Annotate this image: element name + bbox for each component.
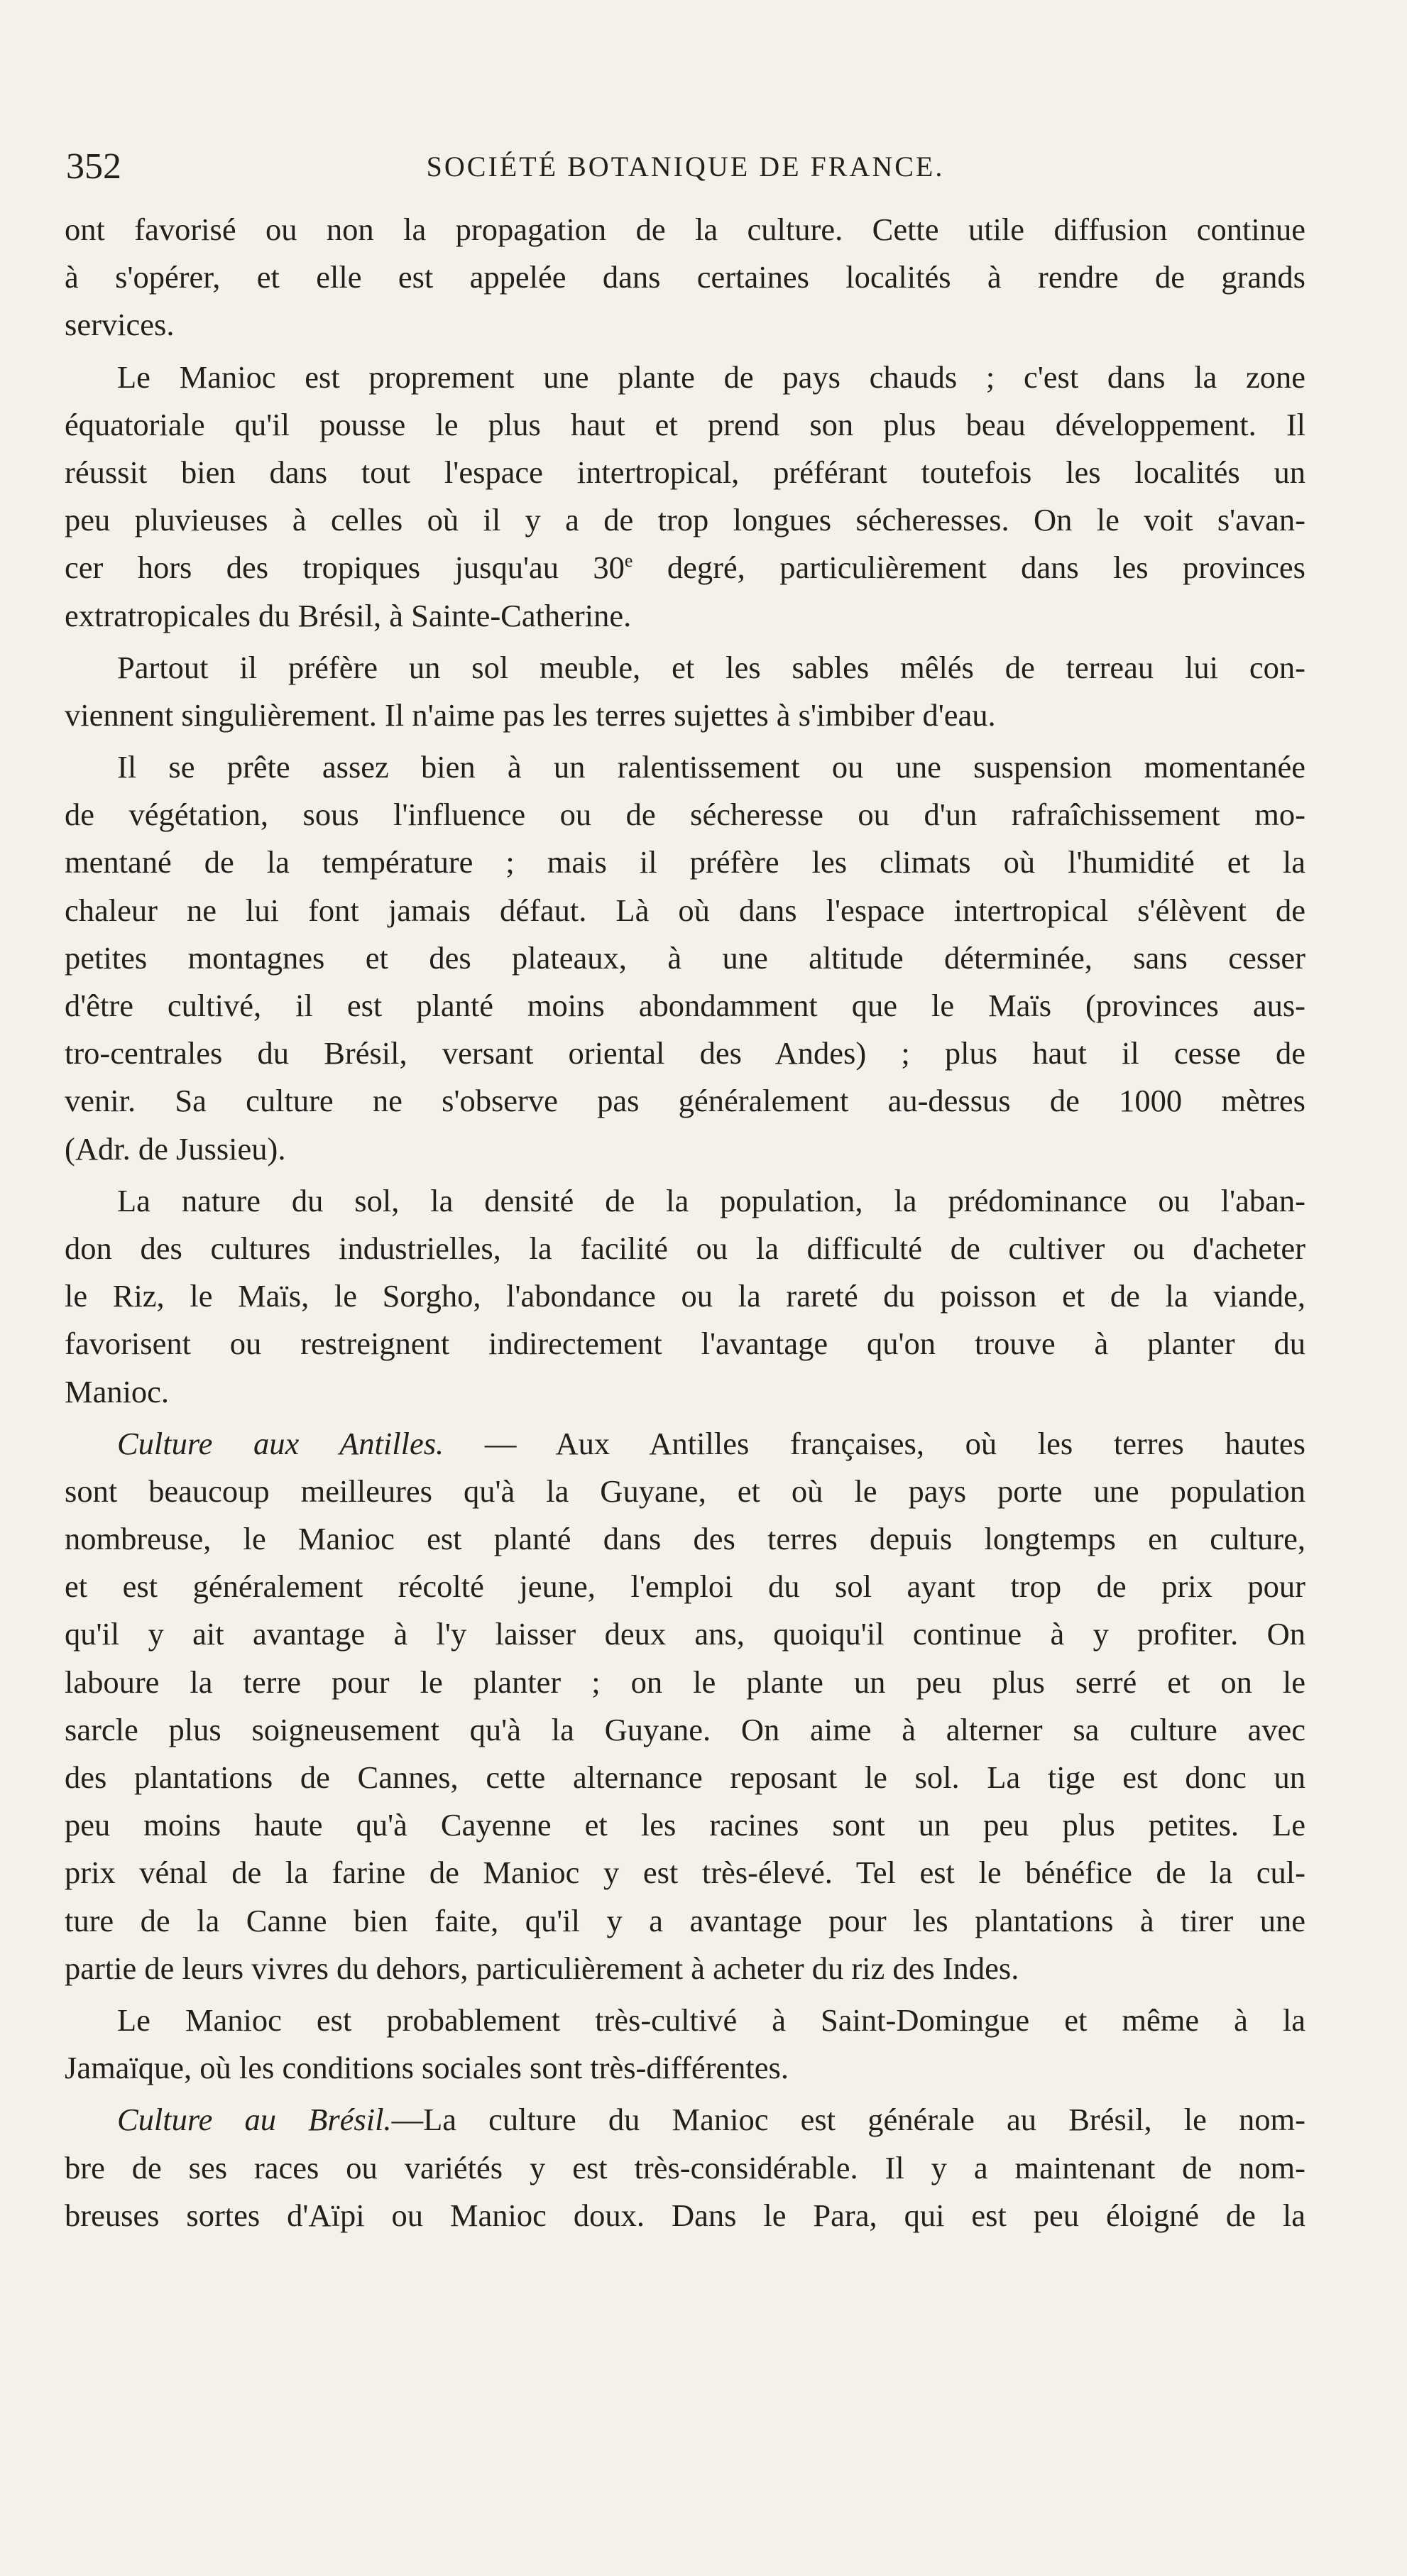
running-title: SOCIÉTÉ BOTANIQUE DE FRANCE. bbox=[426, 151, 945, 182]
text-line: tro-centrales du Brésil, versant oriental des Andes) ; plus haut il cesse de bbox=[65, 1035, 1305, 1071]
text-line: Le Manioc est probablement très-cultivé à Saint-Domingue et même à la bbox=[117, 2002, 1305, 2038]
text-line: partie de leurs vivres du dehors, particulièrement à acheter du riz des Indes. bbox=[65, 1950, 1019, 1986]
text-line: Jamaïque, où les conditions sociales sont très-différentes. bbox=[65, 2050, 789, 2086]
text-line: des plantations de Cannes, cette alternance reposant le sol. La tige est donc un bbox=[65, 1759, 1305, 1795]
text-line: sont beaucoup meilleures qu'à la Guyane, et où le pays porte une population bbox=[65, 1473, 1305, 1509]
text-line: le Riz, le Maïs, le Sorgho, l'abondance ou la rareté du poisson et de la viande, bbox=[65, 1278, 1305, 1314]
text-line: prix vénal de la farine de Manioc y est très-élevé. Tel est le bénéfice de la cul- bbox=[65, 1855, 1305, 1891]
text-line: viennent singulièrement. Il n'aime pas les terres sujettes à s'imbiber d'eau. bbox=[65, 697, 996, 733]
text-line: peu pluvieuses à celles où il y a de trop longues sécheresses. On le voit s'avan- bbox=[65, 502, 1305, 538]
text-line: Le Manioc est proprement une plante de pays chauds ; c'est dans la zone bbox=[117, 359, 1305, 395]
section-heading-italic: Culture aux Antilles. bbox=[117, 1425, 444, 1461]
body-text bbox=[65, 206, 1305, 2239]
text-line: Partout il préfère un sol meuble, et les sables mêlés de terreau lui con- bbox=[117, 649, 1305, 685]
text-line: (Adr. de Jussieu). bbox=[65, 1130, 286, 1167]
text-line: peu moins haute qu'à Cayenne et les racines sont un peu plus petites. Le bbox=[65, 1807, 1305, 1843]
text-line: breuses sortes d'Aïpi ou Manioc doux. Dans le Para, qui est peu éloigné de la bbox=[65, 2197, 1305, 2233]
text-line: de végétation, sous l'influence ou de sécheresse ou d'un rafraîchissement mo- bbox=[65, 797, 1305, 833]
text-line: sarcle plus soigneusement qu'à la Guyane. On aime à alterner sa culture avec bbox=[65, 1711, 1305, 1747]
section-heading-italic: Culture au Brésil. bbox=[117, 2102, 392, 2138]
running-head bbox=[66, 138, 1305, 195]
text-line: à s'opérer, et elle est appelée dans certaines localités à rendre de grands bbox=[65, 259, 1305, 295]
text-line: bre de ses races ou variétés y est très-considérable. Il y a maintenant de nom- bbox=[65, 2149, 1305, 2185]
superscript: e bbox=[624, 550, 633, 572]
text-line: mentané de la température ; mais il préfère les climats où l'humidité et la bbox=[65, 844, 1305, 880]
text-segment: —La culture du Manioc est générale au Brésil, le nom- bbox=[391, 2102, 1305, 2138]
text-line: réussit bien dans tout l'espace intertropical, préférant toutefois les localités un bbox=[65, 454, 1305, 490]
text-line: laboure la terre pour le planter ; on le plante un peu plus serré et on le bbox=[65, 1664, 1305, 1700]
text-line: extratropicales du Brésil, à Sainte-Catherine. bbox=[65, 597, 632, 633]
text-line: chaleur ne lui font jamais défaut. Là où dans l'espace intertropical s'élèvent de bbox=[65, 892, 1305, 928]
text-line: Il se prête assez bien à un ralentissement ou une suspension momentanée bbox=[117, 749, 1305, 785]
text-line: favorisent ou restreignent indirectement l'avantage qu'on trouve à planter du bbox=[65, 1326, 1305, 1362]
text-line: équatoriale qu'il pousse le plus haut et prend son plus beau développement. Il bbox=[65, 406, 1305, 442]
text-line: services. bbox=[65, 307, 175, 343]
text-line bbox=[65, 2096, 1305, 2144]
text-line: qu'il y ait avantage à l'y laisser deux ans, quoiqu'il continue à y profiter. On bbox=[65, 1616, 1305, 1652]
page-number: 352 bbox=[66, 146, 121, 187]
text-line: et est généralement récolté jeune, l'emploi du sol ayant trop de prix pour bbox=[65, 1568, 1305, 1605]
text-segment: — Aux Antilles françaises, où les terres hautes bbox=[444, 1425, 1305, 1461]
text-line: Manioc. bbox=[65, 1373, 170, 1409]
text-line bbox=[65, 544, 1305, 591]
text-line: La nature du sol, la densité de la population, la prédominance ou l'aban- bbox=[117, 1182, 1305, 1218]
text-segment: cer hors des tropiques jusqu'au 30 bbox=[65, 550, 625, 586]
text-line: nombreuse, le Manioc est planté dans des terres depuis longtemps en culture, bbox=[65, 1521, 1305, 1557]
text-line: d'être cultivé, il est planté moins abondamment que le Maïs (provinces aus- bbox=[65, 988, 1305, 1023]
text-line bbox=[65, 1420, 1305, 1468]
text-segment: degré, particulièrement dans les provinces bbox=[633, 550, 1306, 586]
text-line: ture de la Canne bien faite, qu'il y a avantage pour les plantations à tirer une bbox=[65, 1902, 1305, 1938]
text-line: don des cultures industrielles, la facilité ou la difficulté de cultiver ou d'acheter bbox=[65, 1230, 1305, 1266]
text-line: petites montagnes et des plateaux, à une altitude déterminée, sans cesser bbox=[65, 939, 1305, 976]
text-line: ont favorisé ou non la propagation de la culture. Cette utile diffusion continue bbox=[65, 212, 1305, 247]
text-line: venir. Sa culture ne s'observe pas généralement au-dessus de 1000 mètres bbox=[65, 1083, 1305, 1119]
